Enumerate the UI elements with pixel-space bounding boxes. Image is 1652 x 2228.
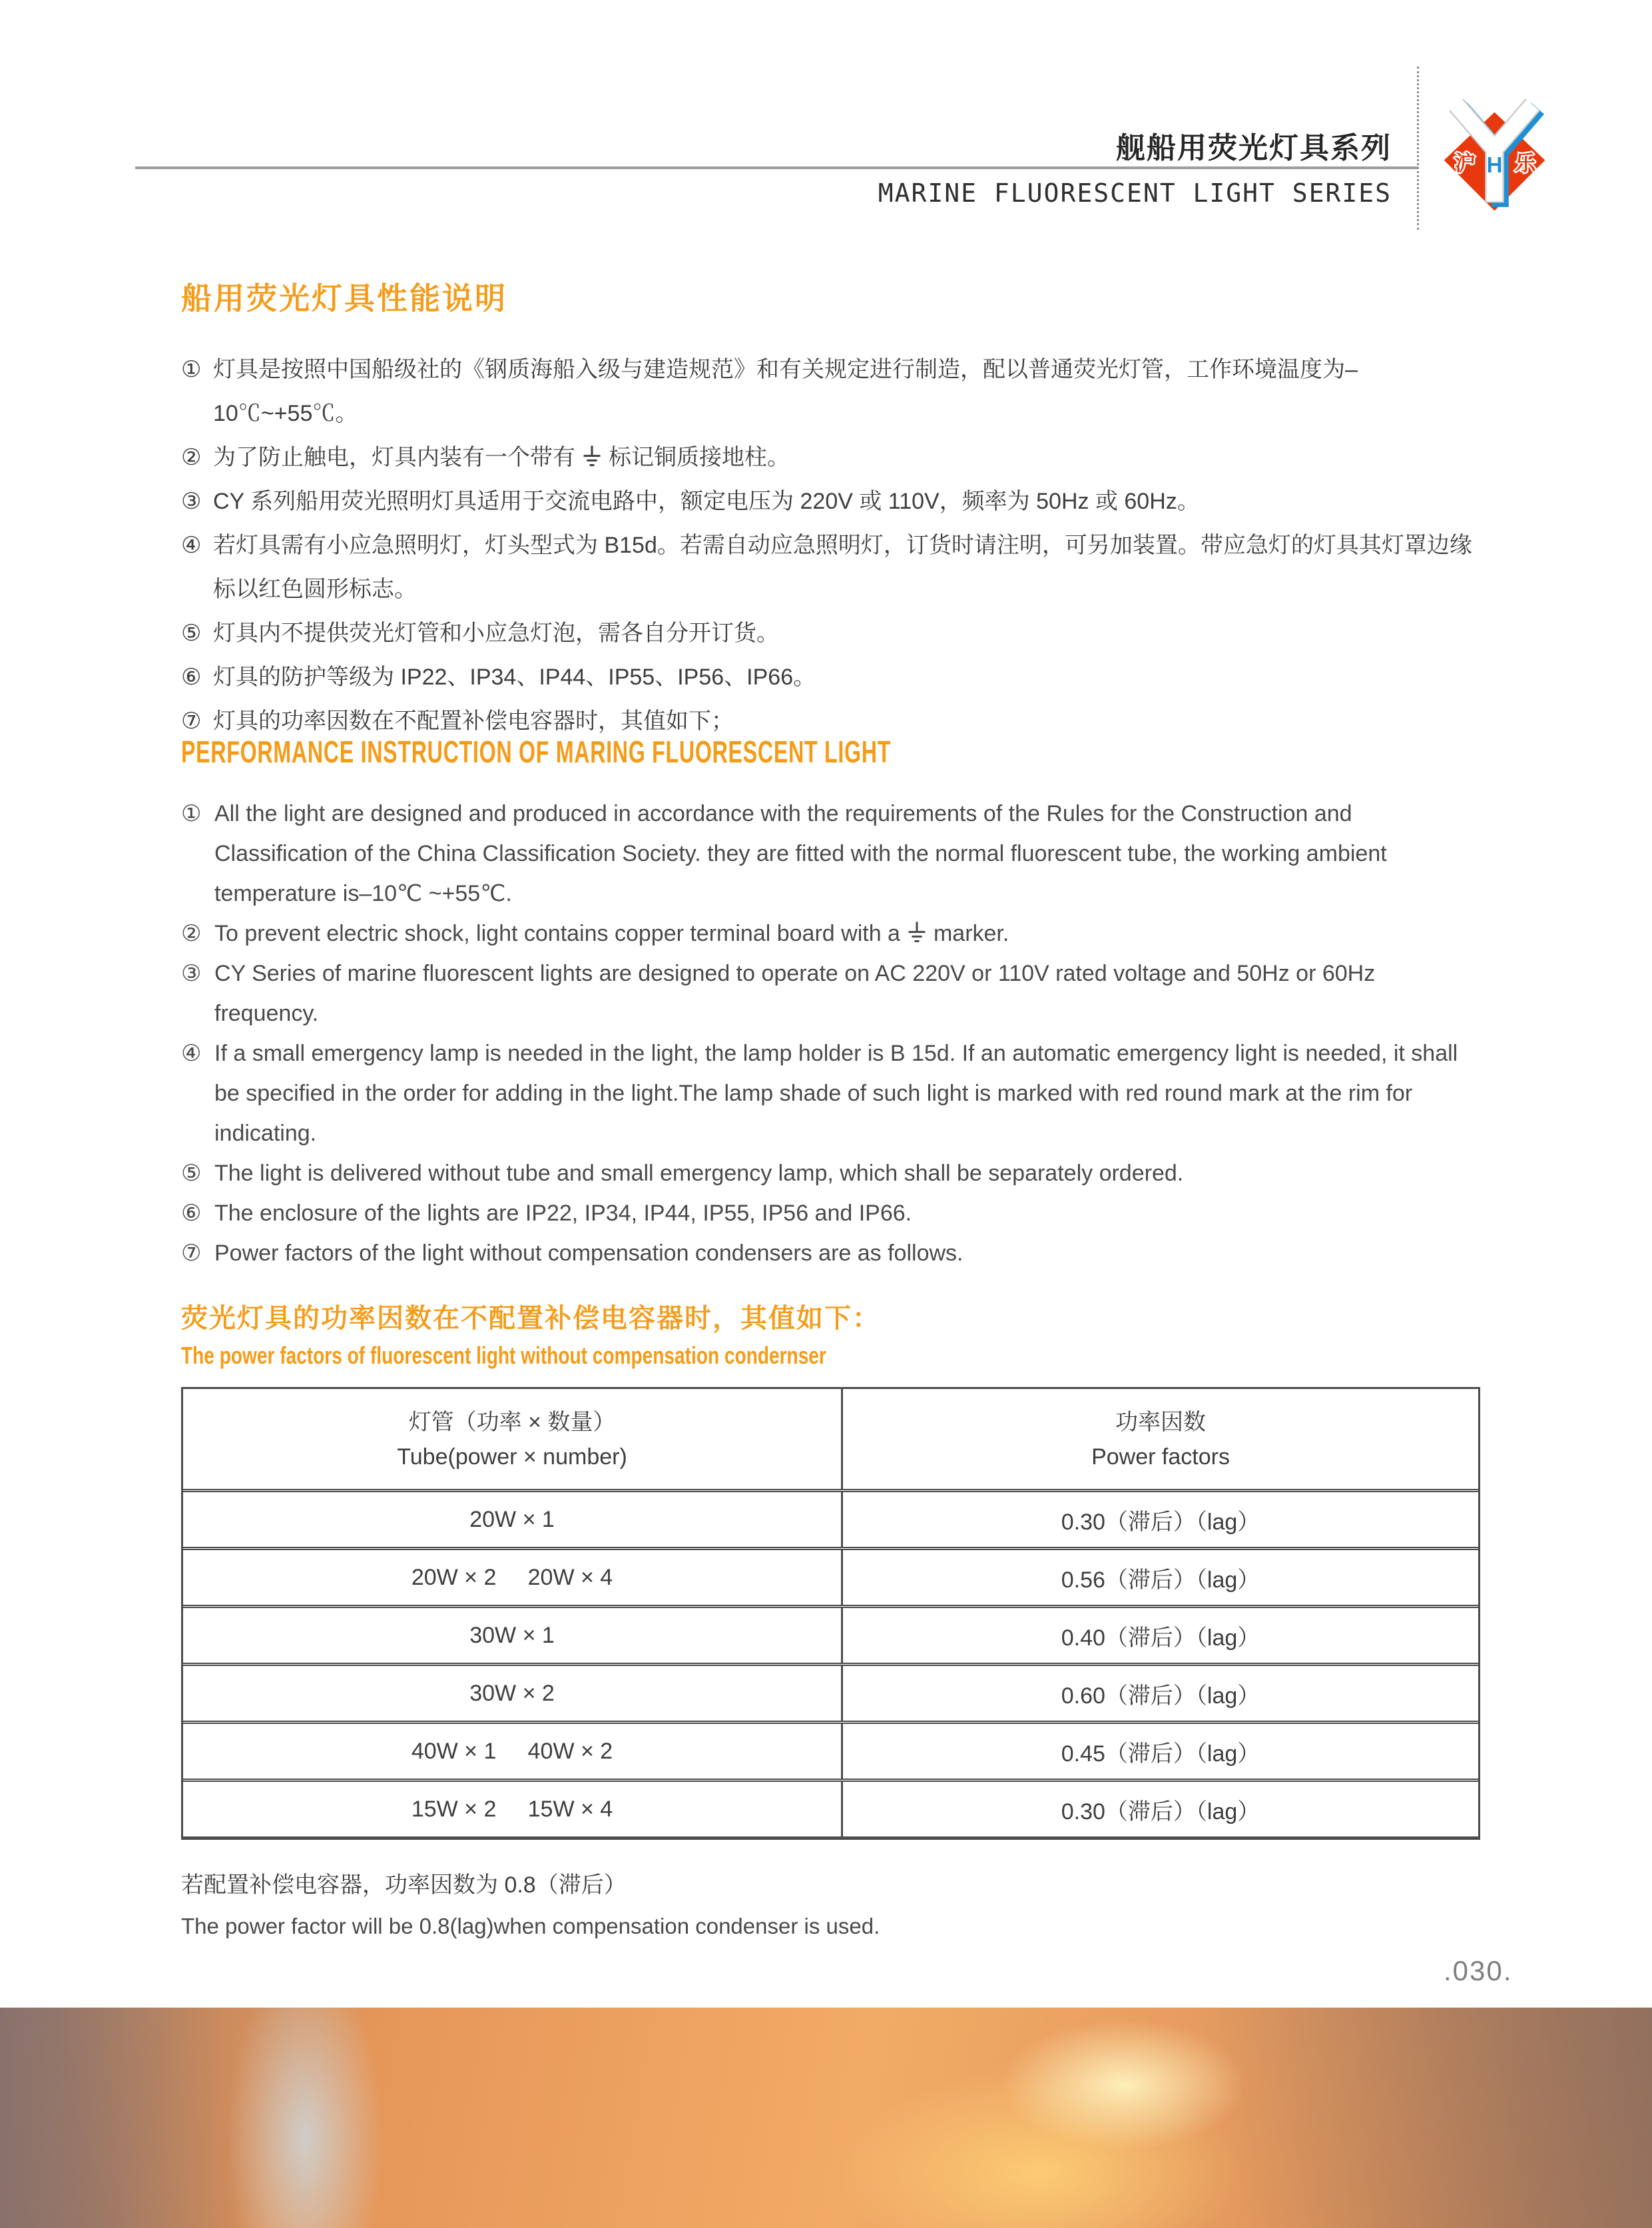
list-item (181, 1153, 1481, 1193)
table-row (183, 1721, 1478, 1779)
item-number: ① (181, 801, 202, 826)
item-number: ⑥ (181, 665, 202, 690)
item-text: marker. (933, 921, 1009, 946)
column-header-pf (843, 1389, 1478, 1489)
item-text: To prevent electric shock, light contains copper terminal board with a (214, 921, 900, 946)
table-heading-zh: 荧光灯具的功率因数在不配置补偿电容器时，其值如下： (181, 1304, 880, 1333)
item-text: 灯具的功率因数在不配置补偿电容器时，其值如下； (213, 708, 734, 734)
item-text: 灯具内不提供荧光灯管和小应急灯泡，需各自分开订货。 (213, 621, 779, 646)
table-header-row (183, 1389, 1478, 1489)
pf-cell: 0.60（滞后）（lag） (1061, 1683, 1260, 1709)
item-number: ⑦ (181, 1241, 202, 1266)
table-row (183, 1489, 1478, 1547)
footer-photo (0, 2008, 1652, 2228)
header-title-zh: 舰船用荧光灯具系列 (1116, 132, 1392, 164)
header-title-en: MARINE FLUORESCENT LIGHT SERIES (878, 178, 1392, 208)
tube-cell: 20W × 1 (183, 1492, 843, 1547)
tube-cell: 30W × 1 (183, 1608, 843, 1663)
item-number: ② (181, 921, 202, 946)
section-power-factors (181, 1297, 1481, 1939)
column-header-pf-zh: 功率因数 (1115, 1410, 1207, 1435)
column-header-pf-en: Power factors (1091, 1444, 1230, 1470)
tube-cell: 30W × 2 (183, 1666, 843, 1721)
item-number: ① (181, 357, 202, 382)
list-item (181, 914, 1481, 954)
list-item (181, 479, 1481, 523)
tube-cell: 15W × 2 15W × 4 (183, 1782, 843, 1836)
column-header-tube-zh: 灯管（功率 × 数量） (408, 1410, 616, 1435)
list-item (181, 435, 1481, 479)
section-heading-zh: 船用荧光灯具性能说明 (181, 281, 507, 316)
section-performance-zh (181, 274, 1481, 743)
item-text: 标记铜质接地柱。 (609, 445, 790, 470)
item-text: The enclosure of the lights are IP22, IP34, IP44, IP55, IP56 and IP66. (214, 1201, 912, 1226)
item-text: The light is delivered without tube and small emergency lamp, which shall be separately ordered. (214, 1161, 1184, 1186)
list-item (181, 523, 1481, 611)
logo-char-right: 乐 (1515, 151, 1536, 175)
item-number: ③ (181, 489, 202, 514)
item-text: CY 系列船用荧光照明灯具适用于交流电路中，额定电压为 220V 或 110V，频率为 50Hz 或 60Hz。 (213, 489, 1200, 514)
item-text: 为了防止触电，灯具内装有一个带有 (213, 445, 575, 470)
header-divider-rule (135, 166, 1418, 169)
logo-char-left: 沪 (1454, 151, 1476, 175)
column-header-tube-en: Tube(power × number) (397, 1444, 627, 1470)
item-number: ② (181, 445, 202, 470)
pf-cell: 0.40（滞后）（lag） (1061, 1625, 1260, 1651)
item-text: Power factors of the light without compensation condensers are as follows. (214, 1241, 964, 1266)
item-text: 若灯具需有小应急照明灯，灯头型式为 B15d。若需自动应急照明灯，订货时请注明，可另加装置。带应急灯的灯具其灯罩边缘标以红色圆形标志。 (213, 533, 1472, 602)
page-number: .030. (1444, 1955, 1513, 1986)
column-header-tube (183, 1389, 843, 1489)
pf-cell: 0.30（滞后）（lag） (1061, 1799, 1260, 1824)
table-row (183, 1605, 1478, 1663)
section-heading-en (181, 734, 1481, 770)
compensation-note-zh: 若配置补偿电容器，功率因数为 0.8（滞后） (181, 1872, 627, 1898)
company-logo (1433, 88, 1556, 218)
power-factor-table (181, 1387, 1480, 1840)
item-number: ⑥ (181, 1201, 202, 1226)
list-item (181, 1033, 1481, 1153)
item-number: ⑤ (181, 621, 202, 646)
table-row (183, 1547, 1478, 1605)
header-dotted-divider (1417, 67, 1419, 230)
performance-items-en (181, 794, 1481, 1273)
list-item (181, 1233, 1481, 1273)
pf-cell: 0.45（滞后）（lag） (1061, 1741, 1260, 1767)
item-text: CY Series of marine fluorescent lights are designed to operate on AC 220V or 110V rated voltage and 50Hz or 60Hz frequency. (214, 961, 1376, 1026)
section-heading-en-text: PERFORMANCE INSTRUCTION OF MARING FLUORESCENT LIGHT (181, 734, 892, 769)
table-row (183, 1663, 1478, 1721)
list-item (181, 655, 1481, 699)
item-number: ⑤ (181, 1161, 202, 1186)
tube-cell: 20W × 2 20W × 4 (183, 1550, 843, 1605)
performance-items-zh (181, 348, 1481, 743)
item-text: If a small emergency lamp is needed in the light, the lamp holder is B 15d. If an automatic emergency light is needed, it shall be specified in the order for adding in the light.The lamp shade of such light is marked with red round mark at the rim for indicating. (214, 1041, 1458, 1146)
earth-ground-icon (581, 445, 603, 469)
item-text: 灯具的防护等级为 IP22、IP34、IP44、IP55、IP56、IP66。 (213, 665, 816, 690)
table-heading-en (181, 1342, 1481, 1370)
list-item (181, 348, 1481, 435)
item-text: 灯具是按照中国船级社的《钢质海船入级与建造规范》和有关规定进行制造，配以普通荧光灯管，工作环境温度为–10℃~+55℃。 (213, 357, 1358, 426)
section-performance-en (181, 734, 1481, 1273)
item-number: ④ (181, 1041, 202, 1066)
item-number: ⑦ (181, 708, 202, 734)
item-text: All the light are designed and produced in accordance with the requirements of the Rules for the Construction and Classification of the China Classification Society. they are fitted with the normal fluorescent tube, the working ambient temperature is–10℃ ~+55℃. (214, 801, 1387, 906)
compensation-note-en: The power factor will be 0.8(lag)when compensation condenser is used. (181, 1914, 880, 1938)
pf-cell: 0.30（滞后）（lag） (1061, 1509, 1260, 1535)
list-item (181, 611, 1481, 655)
tube-cell: 40W × 1 40W × 2 (183, 1724, 843, 1779)
item-number: ④ (181, 533, 202, 558)
pf-cell: 0.56（滞后）（lag） (1061, 1567, 1260, 1593)
table-row (183, 1779, 1478, 1836)
item-number: ③ (181, 961, 202, 986)
list-item (181, 954, 1481, 1033)
list-item (181, 794, 1481, 914)
list-item (181, 1193, 1481, 1233)
logo-char-center: H (1486, 153, 1503, 178)
table-heading-en-text: The power factors of fluorescent light without compensation condernser (181, 1342, 826, 1369)
company-logo-icon (1433, 88, 1556, 218)
earth-ground-icon (906, 921, 928, 945)
